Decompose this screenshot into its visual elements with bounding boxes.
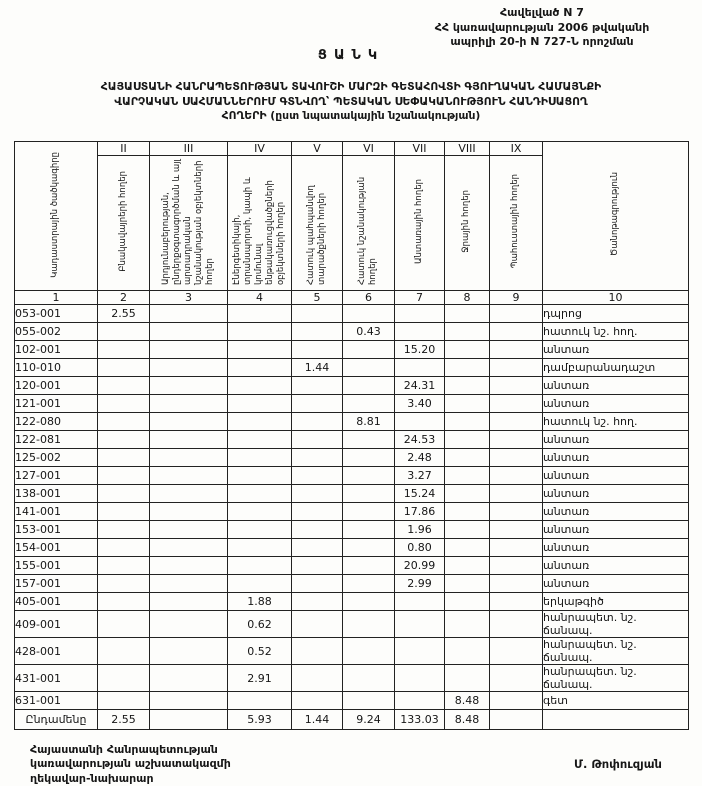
note-cell: անտառ xyxy=(543,377,689,395)
value-cell xyxy=(395,359,445,377)
value-cell: 24.53 xyxy=(395,431,445,449)
value-cell xyxy=(150,323,228,341)
value-cell xyxy=(395,413,445,431)
value-cell xyxy=(98,557,150,575)
footer-line-3: ղեկավար-նախարար xyxy=(30,771,154,785)
column-header-rotated-label: Էներգետիկայի, տրանսպորտի, կապի և կոմունալ ենթակառուցվածքների օբյեկտների հողեր xyxy=(231,176,287,285)
column-number-cell: 10 xyxy=(543,291,689,305)
value-cell: 2.99 xyxy=(395,575,445,593)
note-cell: հանրապետ. նշ. ճանապ. xyxy=(543,638,689,665)
table-row xyxy=(15,377,689,395)
value-cell xyxy=(150,467,228,485)
value-cell xyxy=(445,323,490,341)
value-cell xyxy=(445,503,490,521)
value-cell: 2.91 xyxy=(228,665,292,692)
value-cell xyxy=(98,521,150,539)
roman-numeral-cell: IX xyxy=(490,142,543,156)
header-roman-row xyxy=(15,142,689,156)
value-cell xyxy=(490,467,543,485)
value-cell xyxy=(150,638,228,665)
value-cell xyxy=(395,638,445,665)
column-number-cell: 6 xyxy=(343,291,395,305)
cadastral-code-cell: 125-002 xyxy=(15,449,98,467)
value-cell xyxy=(98,611,150,638)
appendix-line-1: Հավելված N 7 xyxy=(500,6,584,19)
value-cell xyxy=(395,323,445,341)
signature-name: Մ. Թոփուզյան xyxy=(574,757,662,771)
value-cell: 3.40 xyxy=(395,395,445,413)
header-cell-special-purpose-lands xyxy=(343,156,395,291)
footer-signatory-block xyxy=(30,743,231,786)
value-cell xyxy=(343,521,395,539)
value-cell: 2.48 xyxy=(395,449,445,467)
table-row xyxy=(15,305,689,323)
value-cell xyxy=(445,557,490,575)
cadastral-code-cell: 055-002 xyxy=(15,323,98,341)
value-cell xyxy=(228,557,292,575)
value-cell: 1.96 xyxy=(395,521,445,539)
value-cell: 8.81 xyxy=(343,413,395,431)
value-cell xyxy=(490,503,543,521)
value-cell xyxy=(98,449,150,467)
subtitle-line-1: ՀԱՅԱՍՏԱՆԻ ՀԱՆՐԱՊԵՏՈՒԹՅԱՆ ՏԱՎՈՒՇԻ ՄԱՐԶԻ ԳԵՏԱՀՈՎՏԻ ԳՅՈՒՂԱԿԱՆ ՀԱՄԱՅՆՔԻ xyxy=(100,80,602,93)
table-row xyxy=(15,341,689,359)
value-cell xyxy=(343,395,395,413)
value-cell xyxy=(228,521,292,539)
footer-line-1: Հայաստանի Հանրապետության xyxy=(30,743,218,756)
roman-numeral-cell: IV xyxy=(228,142,292,156)
column-header-rotated-label: Ծանոթագրություն xyxy=(609,172,620,257)
value-cell xyxy=(343,467,395,485)
value-cell xyxy=(395,611,445,638)
note-cell: դպրոց xyxy=(543,305,689,323)
value-cell xyxy=(292,557,343,575)
roman-numeral-cell: III xyxy=(150,142,228,156)
total-value-cell: 133.03 xyxy=(395,710,445,730)
value-cell xyxy=(150,665,228,692)
table-row xyxy=(15,521,689,539)
column-header-rotated-label: Ջրային հողեր xyxy=(461,190,472,253)
value-cell xyxy=(445,521,490,539)
value-cell xyxy=(98,467,150,485)
value-cell xyxy=(490,611,543,638)
note-cell: անտառ xyxy=(543,557,689,575)
table-row xyxy=(15,692,689,710)
value-cell xyxy=(228,395,292,413)
total-value-cell: 5.93 xyxy=(228,710,292,730)
value-cell xyxy=(150,692,228,710)
value-cell xyxy=(490,692,543,710)
value-cell xyxy=(490,359,543,377)
value-cell xyxy=(292,611,343,638)
subtitle-line-3: ՀՈՂԵՐԻ (ըստ նպատակային նշանակության) xyxy=(221,109,481,123)
value-cell: 1.88 xyxy=(228,593,292,611)
value-cell xyxy=(98,503,150,521)
column-number-cell: 2 xyxy=(98,291,150,305)
note-cell: երկաթգիծ xyxy=(543,593,689,611)
header-cell-water-lands xyxy=(445,156,490,291)
cadastral-code-cell: 122-080 xyxy=(15,413,98,431)
value-cell xyxy=(292,449,343,467)
value-cell: 3.27 xyxy=(395,467,445,485)
value-cell xyxy=(228,377,292,395)
note-cell: անտառ xyxy=(543,539,689,557)
value-cell xyxy=(98,692,150,710)
subtitle-line-2: ՎԱՐՉԱԿԱՆ ՍԱՀՄԱՆՆԵՐՈՒՄ ԳՏՆՎՈՂ՝ ՊԵՏԱԿԱՆ ՍԵՓԱԿԱՆՈՒԹՅՈՒՆ ՀԱՆԴԻՍԱՑՈՂ xyxy=(114,94,588,108)
value-cell xyxy=(150,413,228,431)
value-cell xyxy=(228,467,292,485)
value-cell: 17.86 xyxy=(395,503,445,521)
value-cell xyxy=(490,593,543,611)
value-cell xyxy=(150,449,228,467)
value-cell xyxy=(343,431,395,449)
note-cell: անտառ xyxy=(543,449,689,467)
value-cell xyxy=(292,665,343,692)
note-cell: անտառ xyxy=(543,395,689,413)
table-row xyxy=(15,413,689,431)
cadastral-code-cell: 102-001 xyxy=(15,341,98,359)
header-cell-cadastral-code xyxy=(15,142,98,291)
roman-numeral-cell: VII xyxy=(395,142,445,156)
note-cell: հատուկ նշ. հող. xyxy=(543,323,689,341)
value-cell xyxy=(228,341,292,359)
value-cell xyxy=(292,341,343,359)
appendix-line-3: ապրիլի 20-ի N 727-Ն որոշման xyxy=(450,35,634,49)
value-cell xyxy=(445,359,490,377)
value-cell xyxy=(343,611,395,638)
cadastral-code-cell: 141-001 xyxy=(15,503,98,521)
value-cell xyxy=(343,305,395,323)
value-cell xyxy=(150,575,228,593)
header-cell-forest-lands xyxy=(395,156,445,291)
footer-line-2: կառավարության աշխատակազմի xyxy=(30,757,231,771)
value-cell xyxy=(228,413,292,431)
header-cell-industrial-lands xyxy=(150,156,228,291)
cadastral-code-cell: 157-001 xyxy=(15,575,98,593)
table-header xyxy=(15,142,689,305)
value-cell: 2.55 xyxy=(98,305,150,323)
total-label-cell: Ընդամենը xyxy=(15,710,98,730)
value-cell xyxy=(490,341,543,359)
note-cell: անտառ xyxy=(543,575,689,593)
value-cell xyxy=(343,377,395,395)
value-cell xyxy=(98,665,150,692)
value-cell xyxy=(98,575,150,593)
value-cell xyxy=(228,323,292,341)
column-number-cell: 4 xyxy=(228,291,292,305)
value-cell xyxy=(98,485,150,503)
value-cell xyxy=(445,431,490,449)
value-cell xyxy=(490,323,543,341)
header-cell-protected-areas-lands xyxy=(292,156,343,291)
value-cell xyxy=(343,575,395,593)
value-cell: 15.20 xyxy=(395,341,445,359)
value-cell xyxy=(490,431,543,449)
value-cell xyxy=(445,467,490,485)
value-cell xyxy=(395,305,445,323)
value-cell xyxy=(98,431,150,449)
value-cell xyxy=(150,377,228,395)
value-cell xyxy=(292,638,343,665)
value-cell xyxy=(343,539,395,557)
table-row xyxy=(15,467,689,485)
value-cell xyxy=(228,431,292,449)
value-cell xyxy=(228,692,292,710)
total-value-cell: 8.48 xyxy=(445,710,490,730)
value-cell xyxy=(343,665,395,692)
value-cell xyxy=(150,395,228,413)
value-cell xyxy=(445,377,490,395)
value-cell xyxy=(292,323,343,341)
column-number-cell: 7 xyxy=(395,291,445,305)
value-cell xyxy=(490,638,543,665)
value-cell xyxy=(150,341,228,359)
note-cell: հանրապետ. նշ. ճանապ. xyxy=(543,611,689,638)
note-cell: անտառ xyxy=(543,503,689,521)
value-cell xyxy=(490,539,543,557)
value-cell xyxy=(228,503,292,521)
table-row xyxy=(15,359,689,377)
column-number-cell: 1 xyxy=(15,291,98,305)
value-cell xyxy=(98,413,150,431)
note-cell: գետ xyxy=(543,692,689,710)
value-cell xyxy=(98,359,150,377)
value-cell xyxy=(445,539,490,557)
value-cell: 0.80 xyxy=(395,539,445,557)
total-value-cell xyxy=(490,710,543,730)
value-cell xyxy=(98,593,150,611)
total-row xyxy=(15,710,689,730)
table-body xyxy=(15,305,689,730)
cadastral-code-cell: 121-001 xyxy=(15,395,98,413)
value-cell xyxy=(228,575,292,593)
value-cell xyxy=(150,611,228,638)
cadastral-code-cell: 110-010 xyxy=(15,359,98,377)
cadastral-code-cell: 153-001 xyxy=(15,521,98,539)
note-cell: անտառ xyxy=(543,467,689,485)
value-cell xyxy=(490,557,543,575)
value-cell: 20.99 xyxy=(395,557,445,575)
value-cell: 0.43 xyxy=(343,323,395,341)
table-row xyxy=(15,665,689,692)
value-cell xyxy=(343,449,395,467)
value-cell xyxy=(228,539,292,557)
value-cell xyxy=(490,305,543,323)
total-value-cell: 1.44 xyxy=(292,710,343,730)
column-header-rotated-label: Կադաստրային ծածկագիրը xyxy=(50,151,61,278)
value-cell xyxy=(445,593,490,611)
note-cell: հատուկ նշ. հող. xyxy=(543,413,689,431)
column-header-rotated-label: Պահուստային հողեր xyxy=(510,174,521,269)
value-cell xyxy=(228,449,292,467)
roman-numeral-cell: II xyxy=(98,142,150,156)
table-row xyxy=(15,638,689,665)
value-cell xyxy=(228,305,292,323)
column-number-cell: 5 xyxy=(292,291,343,305)
value-cell xyxy=(292,413,343,431)
appendix-header xyxy=(392,6,692,50)
value-cell xyxy=(490,413,543,431)
total-value-cell: 2.55 xyxy=(98,710,150,730)
value-cell xyxy=(228,359,292,377)
value-cell xyxy=(343,359,395,377)
value-cell xyxy=(445,449,490,467)
value-cell xyxy=(343,503,395,521)
value-cell xyxy=(343,557,395,575)
value-cell xyxy=(343,638,395,665)
note-cell: անտառ xyxy=(543,431,689,449)
value-cell xyxy=(150,485,228,503)
table-row xyxy=(15,431,689,449)
value-cell xyxy=(292,431,343,449)
table-row xyxy=(15,593,689,611)
value-cell xyxy=(98,323,150,341)
value-cell xyxy=(445,341,490,359)
cadastral-code-cell: 154-001 xyxy=(15,539,98,557)
note-cell: դամբարանադաշտ xyxy=(543,359,689,377)
value-cell xyxy=(292,305,343,323)
table-row xyxy=(15,539,689,557)
value-cell xyxy=(150,539,228,557)
column-number-cell: 3 xyxy=(150,291,228,305)
roman-numeral-cell: VI xyxy=(343,142,395,156)
value-cell xyxy=(150,305,228,323)
table-row xyxy=(15,557,689,575)
value-cell xyxy=(292,692,343,710)
appendix-line-2: ՀՀ կառավարության 2006 թվականի xyxy=(434,20,650,34)
value-cell xyxy=(490,485,543,503)
table-row xyxy=(15,449,689,467)
value-cell xyxy=(490,395,543,413)
header-cell-energy-transport-lands xyxy=(228,156,292,291)
land-table xyxy=(14,141,689,730)
value-cell xyxy=(445,305,490,323)
value-cell: 15.24 xyxy=(395,485,445,503)
value-cell: 0.62 xyxy=(228,611,292,638)
header-cell-remarks xyxy=(543,142,689,291)
value-cell xyxy=(150,593,228,611)
cadastral-code-cell: 405-001 xyxy=(15,593,98,611)
value-cell xyxy=(343,341,395,359)
value-cell xyxy=(343,692,395,710)
table-row xyxy=(15,395,689,413)
value-cell xyxy=(98,539,150,557)
column-number-cell: 8 xyxy=(445,291,490,305)
value-cell: 8.48 xyxy=(445,692,490,710)
value-cell xyxy=(445,485,490,503)
value-cell xyxy=(150,431,228,449)
value-cell xyxy=(98,638,150,665)
value-cell xyxy=(292,395,343,413)
column-header-rotated-label: Անտառային հողեր xyxy=(413,179,424,264)
column-header-rotated-label: Բնակավայրերի հողեր xyxy=(117,171,128,272)
value-cell xyxy=(395,593,445,611)
value-cell xyxy=(292,521,343,539)
value-cell xyxy=(150,557,228,575)
header-cell-reserve-lands xyxy=(490,156,543,291)
note-cell: անտառ xyxy=(543,485,689,503)
cadastral-code-cell: 053-001 xyxy=(15,305,98,323)
table-row xyxy=(15,503,689,521)
value-cell: 24.31 xyxy=(395,377,445,395)
value-cell xyxy=(343,593,395,611)
value-cell xyxy=(445,575,490,593)
header-cell-settlement-lands xyxy=(98,156,150,291)
value-cell xyxy=(150,521,228,539)
value-cell xyxy=(292,593,343,611)
value-cell xyxy=(98,377,150,395)
table-row xyxy=(15,575,689,593)
value-cell xyxy=(98,395,150,413)
value-cell xyxy=(292,575,343,593)
value-cell xyxy=(490,665,543,692)
value-cell xyxy=(292,539,343,557)
value-cell xyxy=(292,467,343,485)
value-cell xyxy=(490,521,543,539)
roman-numeral-cell: V xyxy=(292,142,343,156)
value-cell xyxy=(445,611,490,638)
value-cell xyxy=(150,503,228,521)
cadastral-code-cell: 431-001 xyxy=(15,665,98,692)
column-number-row xyxy=(15,291,689,305)
value-cell xyxy=(445,413,490,431)
value-cell xyxy=(395,665,445,692)
column-header-rotated-label: Արդյունաբերության, ընդերքօգտագործման և այլ արտադրական նշանակության օբյեկտների հողեր xyxy=(160,158,216,285)
value-cell: 0.52 xyxy=(228,638,292,665)
value-cell xyxy=(343,485,395,503)
value-cell: 1.44 xyxy=(292,359,343,377)
column-header-rotated-label: Հատուկ պահպանվող տարածքների հողեր xyxy=(305,184,327,285)
cadastral-code-cell: 409-001 xyxy=(15,611,98,638)
note-cell: անտառ xyxy=(543,341,689,359)
column-number-cell: 9 xyxy=(490,291,543,305)
value-cell xyxy=(150,359,228,377)
table-row xyxy=(15,485,689,503)
roman-numeral-cell: VIII xyxy=(445,142,490,156)
note-cell: անտառ xyxy=(543,521,689,539)
value-cell xyxy=(490,449,543,467)
table-row xyxy=(15,323,689,341)
cadastral-code-cell: 428-001 xyxy=(15,638,98,665)
value-cell xyxy=(490,575,543,593)
document-subtitle xyxy=(0,80,702,124)
value-cell xyxy=(292,377,343,395)
total-value-cell: 9.24 xyxy=(343,710,395,730)
value-cell xyxy=(98,341,150,359)
cadastral-code-cell: 138-001 xyxy=(15,485,98,503)
total-value-cell xyxy=(150,710,228,730)
cadastral-code-cell: 127-001 xyxy=(15,467,98,485)
value-cell xyxy=(395,692,445,710)
cadastral-code-cell: 122-081 xyxy=(15,431,98,449)
value-cell xyxy=(445,395,490,413)
table-row xyxy=(15,611,689,638)
value-cell xyxy=(490,377,543,395)
document-title: ՑԱՆԿ xyxy=(317,48,385,63)
column-header-rotated-label: Հատուկ նշանակության հողեր xyxy=(357,176,379,285)
cadastral-code-cell: 120-001 xyxy=(15,377,98,395)
value-cell xyxy=(445,665,490,692)
value-cell xyxy=(292,503,343,521)
value-cell xyxy=(228,485,292,503)
value-cell xyxy=(292,485,343,503)
cadastral-code-cell: 631-001 xyxy=(15,692,98,710)
total-note-cell xyxy=(543,710,689,730)
value-cell xyxy=(445,638,490,665)
cadastral-code-cell: 155-001 xyxy=(15,557,98,575)
note-cell: հանրապետ. նշ. ճանապ. xyxy=(543,665,689,692)
